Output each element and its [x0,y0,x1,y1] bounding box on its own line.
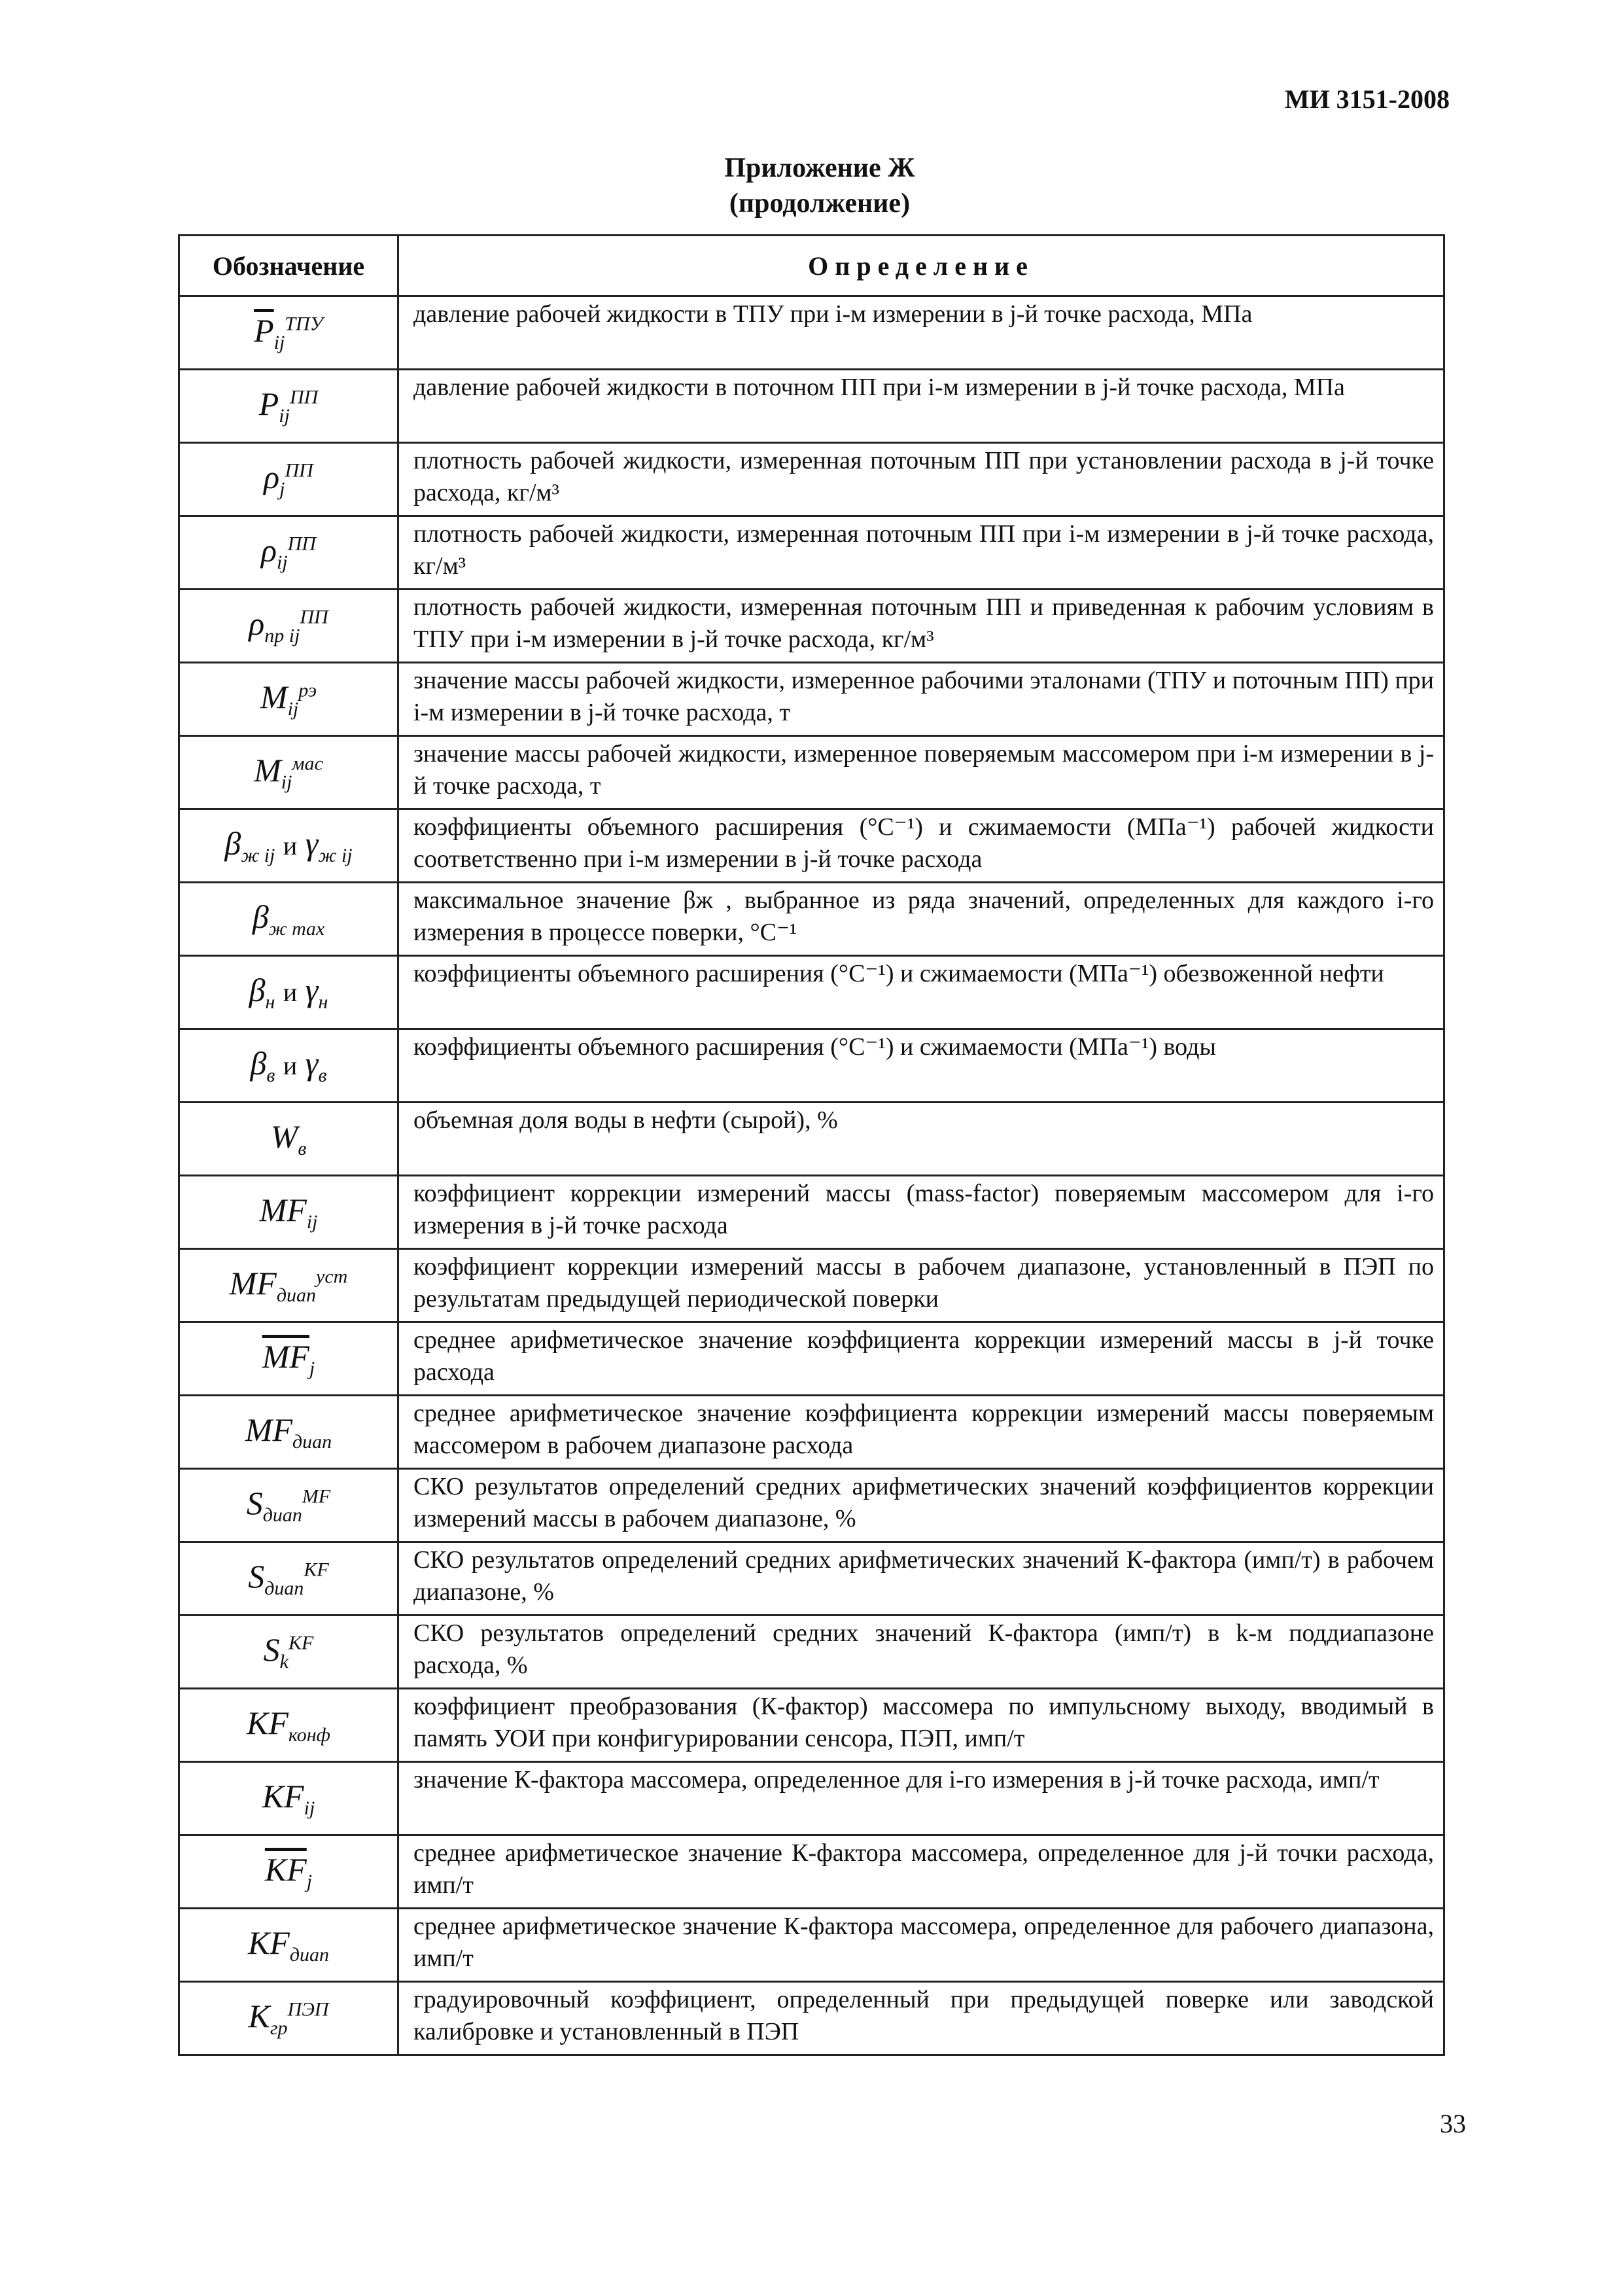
definition-cell: СКО результатов определений средних арифметических значений коэффициентов коррекции измерений массы в рабочем диапазоне, % [398,1469,1444,1542]
definition-cell: плотность рабочей жидкости, измеренная поточным ПП при i-м измерении в j-й точке расхода, кг/м³ [398,516,1444,590]
table-header-row [179,236,1444,296]
symbol-cell: $KF_{ij}$ [179,1762,398,1835]
table-row [179,809,1444,883]
definition-cell: коэффициент коррекции измерений массы в рабочем диапазоне, установленный в ПЭП по результатам предыдущей периодической поверки [398,1249,1444,1322]
definition-cell: СКО результатов определений средних значений К-фактора (имп/т) в k-м поддиапазоне расхода, % [398,1616,1444,1689]
table-row [179,1909,1444,1982]
symbol-cell: $\rho_{ij}^{ПП}$ [179,516,398,590]
table-row [179,1469,1444,1542]
definition-cell: коэффициент коррекции измерений массы (mass-factor) поверяемым массомером для i-го измерения в j-й точке расхода [398,1176,1444,1249]
symbol-cell: $\overline{P}_{ij}^{ТПУ}$ [179,296,398,370]
definition-cell: СКО результатов определений средних арифметических значений К-фактора (имп/т) в рабочем диапазоне, % [398,1542,1444,1616]
table-row [179,1029,1444,1103]
table-row [179,736,1444,809]
table-row [179,590,1444,663]
table-row [179,1762,1444,1835]
document-code: МИ 3151-2008 [1284,84,1450,114]
table-row [179,1322,1444,1396]
definition-cell: значение массы рабочей жидкости, измеренное поверяемым массомером при i-м измерении в j-й точке расхода, т [398,736,1444,809]
table-row [179,296,1444,370]
definition-cell: коэффициенты объемного расширения (°C⁻¹) и сжимаемости (МПа⁻¹) обезвоженной нефти [398,956,1444,1029]
definitions-table [178,234,1445,2056]
table-row [179,1103,1444,1176]
symbol-cell: $\beta_в$ и $\gamma_в$ [179,1029,398,1103]
table-row [179,1176,1444,1249]
definition-cell: среднее арифметическое значение К-фактора массомера, определенное для j-й точки расхода, имп/т [398,1835,1444,1909]
definition-cell: плотность рабочей жидкости, измеренная поточным ПП и приведенная к рабочим условиям в ТПУ при i-м измерении в j-й точке расхода, кг/м³ [398,590,1444,663]
table-row [179,1982,1444,2055]
symbol-cell: $\overline{KF}_j$ [179,1835,398,1909]
definition-cell: среднее арифметическое значение К-фактора массомера, определенное для рабочего диапазона, имп/т [398,1909,1444,1982]
table-row [179,1396,1444,1469]
definition-cell: градуировочный коэффициент, определенный при предыдущей поверке или заводской калибровке и установленный в ПЭП [398,1982,1444,2055]
symbol-cell: $KF_{конф}$ [179,1689,398,1762]
table-row [179,516,1444,590]
definition-cell: плотность рабочей жидкости, измеренная поточным ПП при установлении расхода в j-й точке расхода, кг/м³ [398,443,1444,516]
symbol-cell: $S_{диап}^{KF}$ [179,1542,398,1616]
symbol-cell: $\rho_{пр ij}^{ПП}$ [179,590,398,663]
symbol-cell: $MF_{ij}$ [179,1176,398,1249]
definition-cell: коэффициенты объемного расширения (°C⁻¹) и сжимаемости (МПа⁻¹) воды [398,1029,1444,1103]
column-header-definition: Определение [398,236,1444,296]
symbol-cell: $\rho_j^{ПП}$ [179,443,398,516]
table-row [179,883,1444,956]
symbol-cell: $S_{диап}^{MF}$ [179,1469,398,1542]
definition-cell: значение массы рабочей жидкости, измеренное рабочими эталонами (ТПУ и поточным ПП) при i-м измерении в j-й точке расхода, т [398,663,1444,736]
definition-cell: давление рабочей жидкости в поточном ПП при i-м измерении в j-й точке расхода, МПа [398,370,1444,443]
definition-cell: максимальное значение βж , выбранное из ряда значений, определенных для каждого i-го измерения в процессе поверки, °C⁻¹ [398,883,1444,956]
table-row [179,1835,1444,1909]
symbol-cell: $\beta_н$ и $\gamma_н$ [179,956,398,1029]
symbol-cell: $\beta_{ж max}$ [179,883,398,956]
table-row [179,370,1444,443]
table-row [179,1542,1444,1616]
appendix-title-line1: Приложение Ж [724,153,915,183]
definition-cell: коэффициент преобразования (К-фактор) массомера по импульсному выходу, вводимый в память УОИ при конфигурировании сенсора, ПЭП, имп/т [398,1689,1444,1762]
symbol-cell: $M_{ij}^{рэ}$ [179,663,398,736]
definition-cell: значение К-фактора массомера, определенное для i-го измерения в j-й точке расхода, имп/т [398,1762,1444,1835]
symbol-cell: $\overline{MF}_j$ [179,1322,398,1396]
table-row [179,663,1444,736]
symbol-cell: $W_в$ [179,1103,398,1176]
appendix-title [16,150,1623,221]
column-header-symbol: Обозначение [179,236,398,296]
definition-cell: среднее арифметическое значение коэффициента коррекции измерений массы поверяемым массомером в рабочем диапазоне расхода [398,1396,1444,1469]
table-row [179,1616,1444,1689]
appendix-title-line2: (продолжение) [729,188,911,219]
symbol-cell: $MF_{диап}^{уст}$ [179,1249,398,1322]
symbol-cell: $K_{гр}^{ПЭП}$ [179,1982,398,2055]
definition-cell: давление рабочей жидкости в ТПУ при i-м измерении в j-й точке расхода, МПа [398,296,1444,370]
symbol-cell: $P_{ij}^{ПП}$ [179,370,398,443]
symbol-cell: $S_k^{KF}$ [179,1616,398,1689]
symbol-cell: $\beta_{ж ij}$ и $\gamma_{ж ij}$ [179,809,398,883]
table-row [179,1689,1444,1762]
page-number: 33 [1440,2109,1466,2138]
definition-cell: коэффициенты объемного расширения (°C⁻¹) и сжимаемости (МПа⁻¹) рабочей жидкости соответственно при i-м измерении в j-й точке расхода [398,809,1444,883]
table-row [179,1249,1444,1322]
symbol-cell: $MF_{диап}$ [179,1396,398,1469]
table-row [179,956,1444,1029]
symbol-cell: $M_{ij}^{мас}$ [179,736,398,809]
definition-cell: среднее арифметическое значение коэффициента коррекции измерений массы в j-й точке расхода [398,1322,1444,1396]
table-row [179,443,1444,516]
definition-cell: объемная доля воды в нефти (сырой), % [398,1103,1444,1176]
symbol-cell: $KF_{диап}$ [179,1909,398,1982]
